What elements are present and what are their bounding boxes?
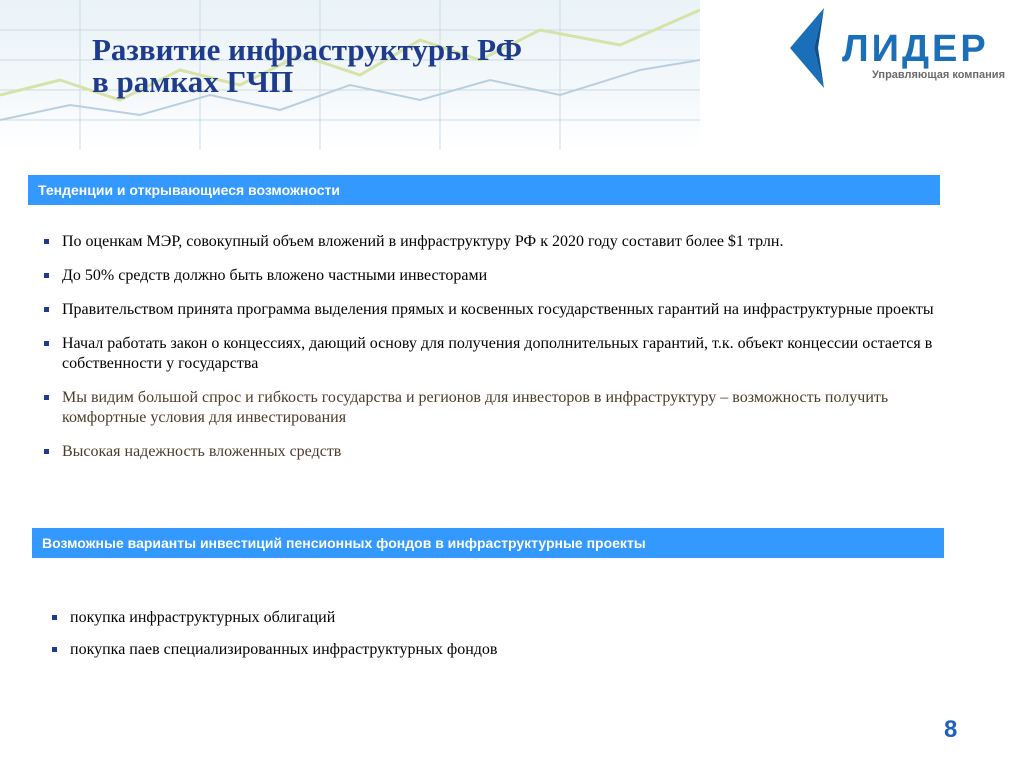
section-header-investment-options: Возможные варианты инвестиций пенсионных фондов в инфраструктурные проекты (32, 528, 944, 558)
bullet-square-icon (44, 239, 49, 244)
list-item-text: Начал работать закон о концессиях, дающий основу для получения дополнительных гарантий, т.к. объект концессии остается в собственности у государства (62, 335, 933, 372)
list-item (50, 608, 750, 628)
bullet-square-icon (44, 395, 49, 400)
list-item (50, 640, 750, 660)
bullet-square-icon (52, 647, 57, 652)
list-item-text: покупка паев специализированных инфраструктурных фондов (70, 641, 498, 658)
logo-name: ЛИДЕР (842, 28, 989, 70)
page-title (92, 34, 522, 98)
list-item-text: покупка инфраструктурных облигаций (70, 609, 336, 626)
title-line-2: в рамках ГЧП (92, 64, 294, 99)
list-item-text: Высокая надежность вложенных средств (62, 443, 342, 460)
page-number: 8 (944, 716, 958, 743)
list-item (42, 334, 972, 374)
logo-subtitle: Управляющая компания (872, 69, 1005, 81)
list-item-text: До 50% средств должно быть вложено частными инвесторами (62, 267, 488, 284)
list-item (42, 388, 972, 428)
trends-bullet-list (42, 232, 972, 476)
list-item (42, 300, 972, 320)
bullet-square-icon (44, 273, 49, 278)
list-item (42, 232, 972, 252)
list-item (42, 266, 972, 286)
list-item-text: По оценкам МЭР, совокупный объем вложений в инфраструктуру РФ к 2020 году составит более $1 трлн. (62, 233, 784, 250)
list-item (42, 442, 972, 462)
section-header-trends: Тенденции и открывающиеся возможности (28, 175, 940, 205)
bullet-square-icon (44, 341, 49, 346)
list-item-text: Правительством принята программа выделения прямых и косвенных государственных гарантий на инфраструктурные проекты (62, 301, 934, 318)
title-line-1: Развитие инфраструктуры РФ (92, 32, 523, 67)
bullet-square-icon (52, 615, 57, 620)
investment-options-bullet-list (50, 608, 750, 672)
bullet-square-icon (44, 449, 49, 454)
bullet-square-icon (44, 307, 49, 312)
list-item-text: Мы видим большой спрос и гибкость государства и регионов для инвесторов в инфраструктуру – возможность получить комфортные условия для инвестирования (62, 389, 889, 426)
